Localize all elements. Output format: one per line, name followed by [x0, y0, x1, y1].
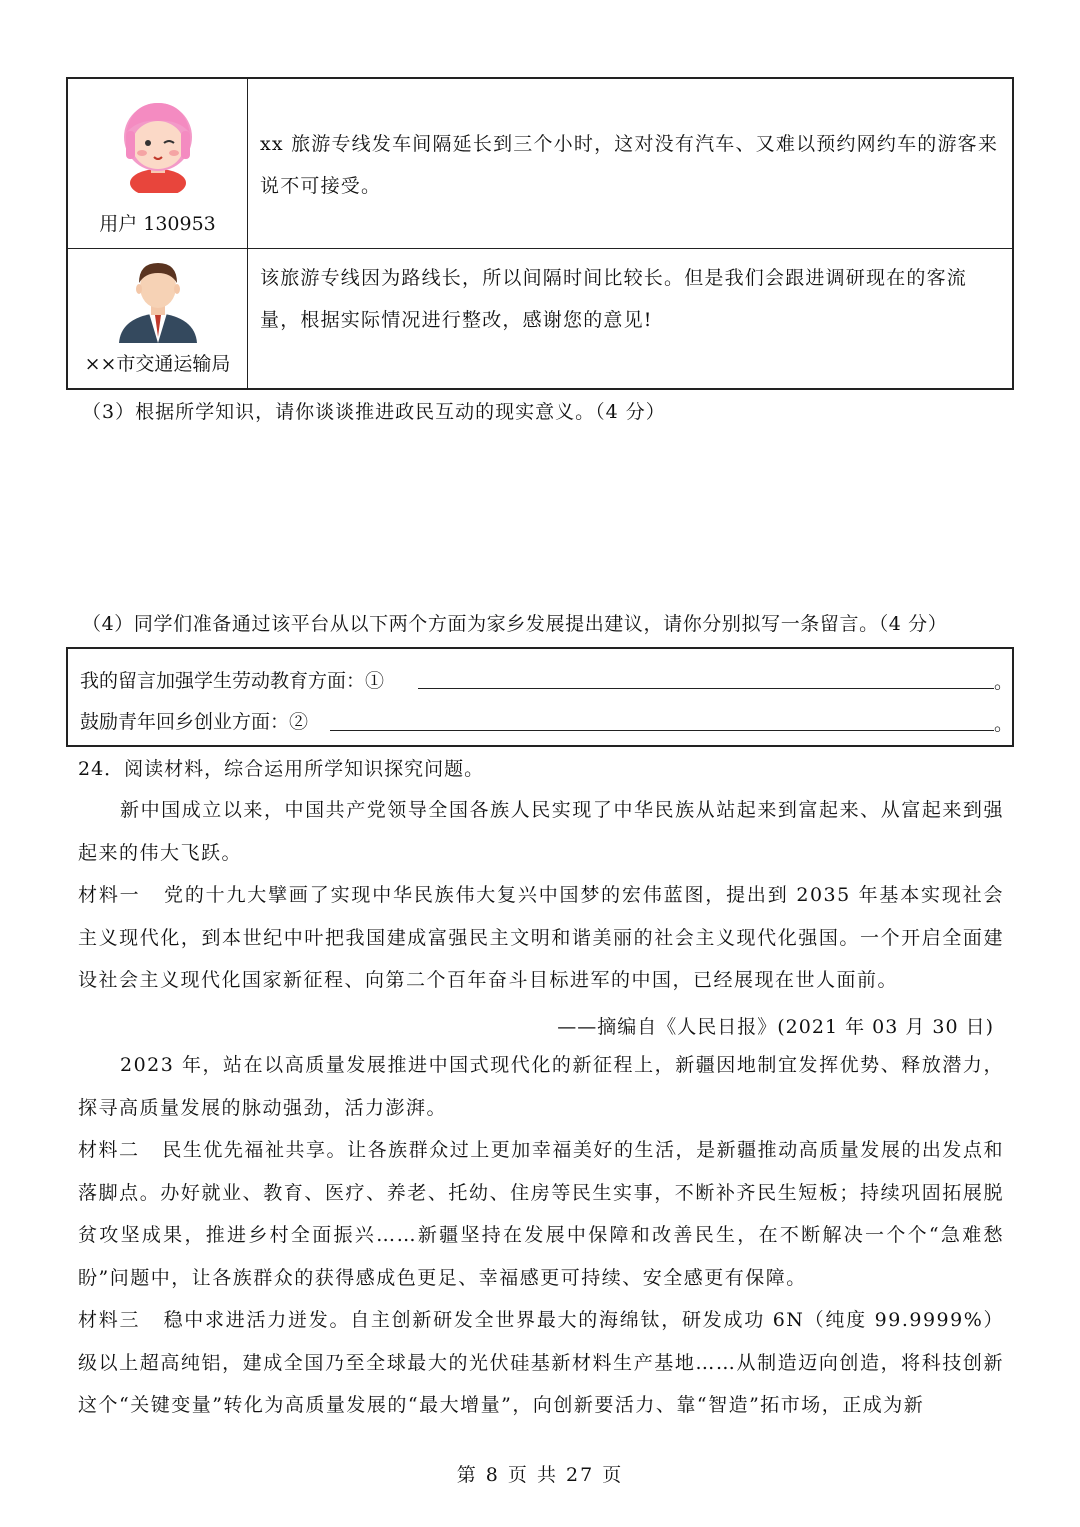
material-1 [78, 874, 1004, 1002]
q24-intro-text: 新中国成立以来，中国共产党领导全国各族人民实现了中华民族从站起来到富起来、从富起来到强起来的伟大飞跃。 [78, 799, 1004, 864]
comment-text: xx 旅游专线发车间隔延长到三个小时，这对没有汽车、又难以预约网约车的游客来说不可接受。 [260, 133, 999, 197]
comment-table [66, 77, 1014, 390]
comment-user-name: ××市交通运输局 [84, 353, 231, 375]
q24-intro-2 [78, 1044, 1004, 1129]
material-1-source: ——摘编自《人民日报》(2021 年 03 月 30 日) [557, 1016, 994, 1038]
q24-intro-2-text: 2023 年，站在以高质量发展推进中国式现代化的新征程上，新疆因地制宜发挥优势、释放潜力，探寻高质量发展的脉动强劲，活力澎湃。 [78, 1054, 1004, 1119]
material-2-label: 材料二 [78, 1139, 140, 1161]
answer-period-2: 。 [994, 713, 1014, 735]
material-1-text: 党的十九大擘画了实现中华民族伟大复兴中国梦的宏伟蓝图，提出到 2035 年基本实现社会主义现代化，到本世纪中叶把我国建成富强民主文明和谐美丽的社会主义现代化强国。一个开启全面建设社会主义现代化国家新征程、向第二个百年奋斗目标进军的中国，已经展现在世人面前。 [78, 884, 1004, 991]
material-3-label: 材料三 [78, 1309, 141, 1331]
comment-user-cell [68, 79, 248, 248]
answer-prompt-2: 鼓励青年回乡创业方面：② [80, 711, 309, 733]
answer-box [66, 647, 1014, 747]
answer-blank-1[interactable] [418, 688, 994, 689]
answer-period-1: 。 [994, 671, 1014, 693]
material-3 [78, 1299, 1004, 1427]
official-avatar-icon [115, 255, 201, 343]
material-1-label: 材料一 [78, 884, 141, 906]
material-2-text: 民生优先福祉共享。让各族群众过上更加幸福美好的生活，是新疆推动高质量发展的出发点和落脚点。办好就业、教育、医疗、养老、托幼、住房等民生实事，不断补齐民生短板；持续巩固拓展脱贫攻坚成果，推进乡村全面振兴……新疆坚持在发展中保障和改善民生，在不断解决一个个“急难愁盼”问题中，让各族群众的获得感成色更足、幸福感更可持续、安全感更有保障。 [78, 1139, 1004, 1289]
page-number: 第 8 页 共 27 页 [456, 1464, 624, 1486]
question-3: （3）根据所学知识，请你谈谈推进政民互动的现实意义。（4 分） [82, 401, 666, 423]
q24-intro [78, 789, 1004, 874]
comment-text: 该旅游专线因为路线长，所以间隔时间比较长。但是我们会跟进调研现在的客流量，根据实际情况进行整改，感谢您的意见! [260, 267, 968, 331]
comment-row [68, 79, 1012, 249]
material-2 [78, 1129, 1004, 1299]
girl-avatar-icon [118, 93, 198, 193]
comment-row [68, 249, 1012, 390]
question-4: （4）同学们准备通过该平台从以下两个方面为家乡发展提出建议，请你分别拟写一条留言。（4 分） [82, 613, 948, 635]
comment-user-name: 用户 130953 [99, 213, 216, 235]
answer-prompt-1: 我的留言加强学生劳动教育方面：① [80, 670, 385, 692]
answer-blank-2[interactable] [330, 730, 994, 731]
comment-user-cell [68, 249, 248, 390]
material-3-text: 稳中求进活力迸发。自主创新研发全世界最大的海绵钛，研发成功 6N（纯度 99.9999%）级以上超高纯铝，建成全国乃至全球最大的光伏硅基新材料生产基地……从制造迈向创造，将科技创新这个“关键变量”转化为高质量发展的“最大增量”，向创新要活力、靠“智造”拓市场，正成为新 [78, 1309, 1004, 1416]
question-24-heading: 24．阅读材料，综合运用所学知识探究问题。 [78, 758, 485, 780]
